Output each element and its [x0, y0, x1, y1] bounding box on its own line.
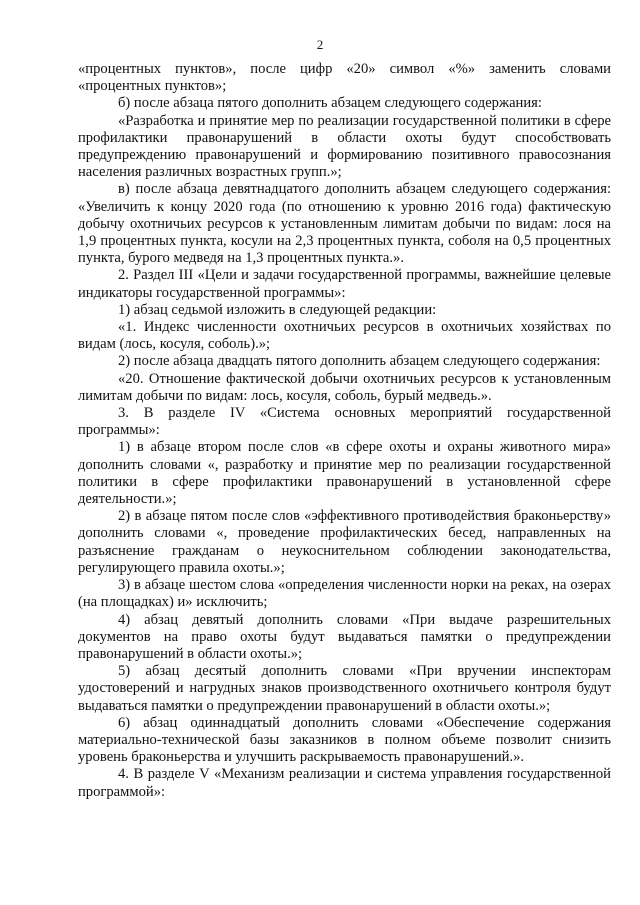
paragraph: 2) в абзаце пятом после слов «эффективного противодействия браконьерству» дополнить словами «, проведение профилактических бесед, направленных на разъяснение гражданам о неукоснительном соблюдении законодательства, регулирующего правила охоты.»;: [78, 508, 611, 576]
paragraph: 2. Раздел III «Цели и задачи государственной программы, важнейшие целевые индикаторы государственной программы»:: [78, 267, 611, 301]
paragraph: 2) после абзаца двадцать пятого дополнить абзацем следующего содержания:: [118, 353, 601, 370]
paragraph: б) после абзаца пятого дополнить абзацем следующего содержания:: [118, 95, 542, 112]
paragraph: в) после абзаца девятнадцатого дополнить абзацем следующего содержания: «Увеличить к концу 2020 года (по отношению к уровню 2016 года) фактическую добычу охотничьих ресурсов к установленным лимитам добычи по видам: лося на 1,9 процентных пункта, косули на 2,3 процентных пункта, соболя на 0,5 процентных пункта, бурого медведя на 1,3 процентных пункта.».: [78, 181, 611, 267]
paragraph: «Разработка и принятие мер по реализации государственной политики в сфере профилактики правонарушений в области охоты будут способствовать предупреждению правонарушений и формированию позитивного правосознания населения различных возрастных групп.»;: [78, 112, 611, 181]
paragraph: 4. В разделе V «Механизм реализации и система управления государственной программой»:: [78, 766, 611, 800]
paragraph: 6) абзац одиннадцатый дополнить словами «Обеспечение содержания материально-технической базы заказников в полном объеме позволит снизить уровень браконьерства и улучшить раскрываемость правонарушений.».: [78, 714, 611, 766]
paragraph: 3) в абзаце шестом слова «определения численности норки на реках, на озерах (на площадках) и» исключить;: [78, 577, 611, 611]
paragraph: 5) абзац десятый дополнить словами «При вручении инспекторам удостоверений и нагрудных знаков производственного охотничьего контроля будут выдаваться памятки о предупреждении правонарушений в области охоты.»;: [78, 663, 611, 714]
paragraph: 1) в абзаце втором после слов «в сфере охоты и охраны животного мира» дополнить словами «, разработку и принятие мер по реализации государственной политики в сфере профилактики правонарушений в установленной сфере деятельности.»;: [78, 439, 611, 508]
paragraph: «процентных пунктов», после цифр «20» символ «%» заменить словами «процентных пунктов»;: [78, 61, 611, 95]
paragraph: 1) абзац седьмой изложить в следующей редакции:: [118, 301, 437, 318]
paragraph: 3. В разделе IV «Система основных мероприятий государственной программы»:: [78, 405, 611, 439]
paragraph: «20. Отношение фактической добычи охотничьих ресурсов к установленным лимитам добычи по видам: лось, косуля, соболь, бурый медведь.».: [78, 370, 611, 404]
document-body: [78, 61, 611, 801]
paragraph: 4) абзац девятый дополнить словами «При выдаче разрешительных документов на право охоты будут выдаваться памятки о предупреждении правонарушений в области охоты.»;: [78, 611, 611, 662]
page-number: 2: [316, 37, 324, 52]
paragraph: «1. Индекс численности охотничьих ресурсов в охотничьих хозяйствах по видам (лось, косуля, соболь).»;: [78, 319, 611, 353]
